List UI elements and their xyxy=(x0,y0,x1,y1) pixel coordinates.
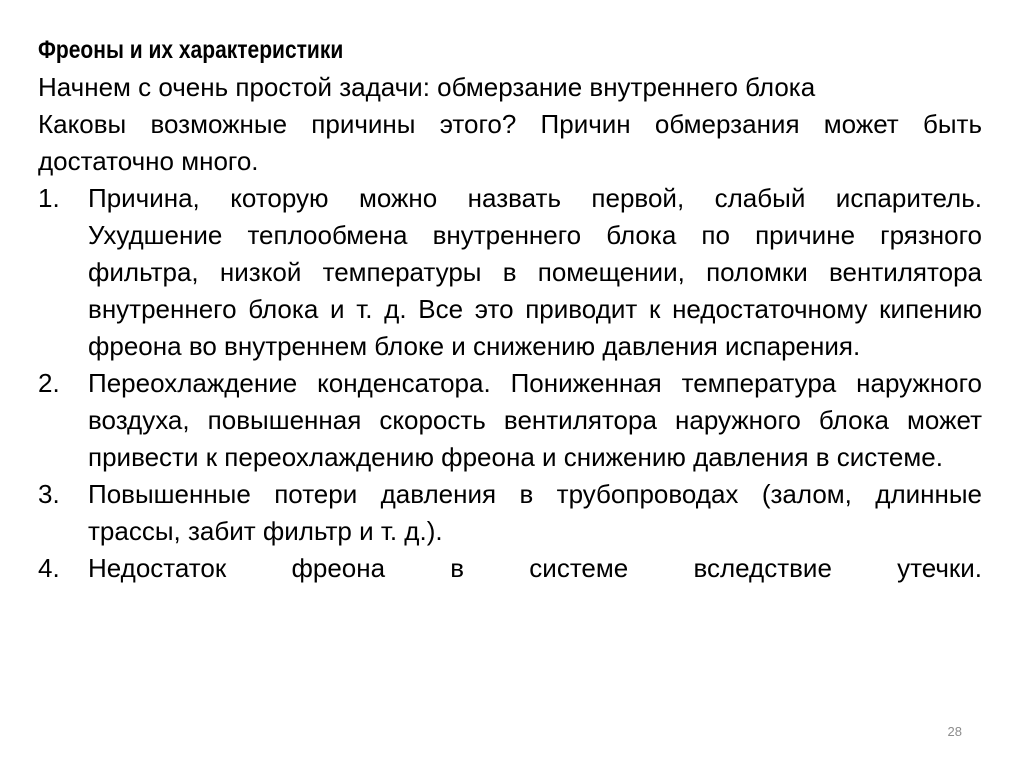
list-item xyxy=(38,365,982,476)
list-item-number: 2. xyxy=(38,368,60,398)
list-item-text: Причина, которую можно назвать первой, слабый испаритель. Ухудшение теплообмена внутреннего блока по причине грязного фильтра, низкой температуры в помещении, поломки вентилятора внутреннего блока и т. д. Все это приводит к недостаточному кипению фреона во внутреннем блоке и снижению давления испарения. xyxy=(88,183,982,361)
page-number: 28 xyxy=(947,724,962,739)
list-item-number: 3. xyxy=(38,479,60,509)
slide-title: Фреоны и их характеристики xyxy=(38,36,344,64)
intro-line: Начнем с очень простой задачи: обмерзание внутреннего блока xyxy=(38,72,816,102)
list-item xyxy=(38,180,982,365)
list-item-text: Повышенные потери давления в трубопроводах (залом, длинные трассы, забит фильтр и т. д.). xyxy=(88,479,982,546)
list-item xyxy=(38,476,982,550)
slide-content xyxy=(38,32,982,587)
question-paragraph: Каковы возможные причины этого? Причин обмерзания может быть достаточно много. xyxy=(38,109,982,176)
list-item-text: Недостаток фреона в системе вследствие утечки. xyxy=(88,553,982,583)
list-item xyxy=(38,550,982,587)
list-item-number: 1. xyxy=(38,183,60,213)
list-item-text: Переохлаждение конденсатора. Пониженная температура наружного воздуха, повышенная скорость вентилятора наружного блока может привести к переохлаждению фреона и снижению давления в системе. xyxy=(88,368,982,472)
list-item-number: 4. xyxy=(38,553,60,583)
reasons-list xyxy=(38,180,982,587)
